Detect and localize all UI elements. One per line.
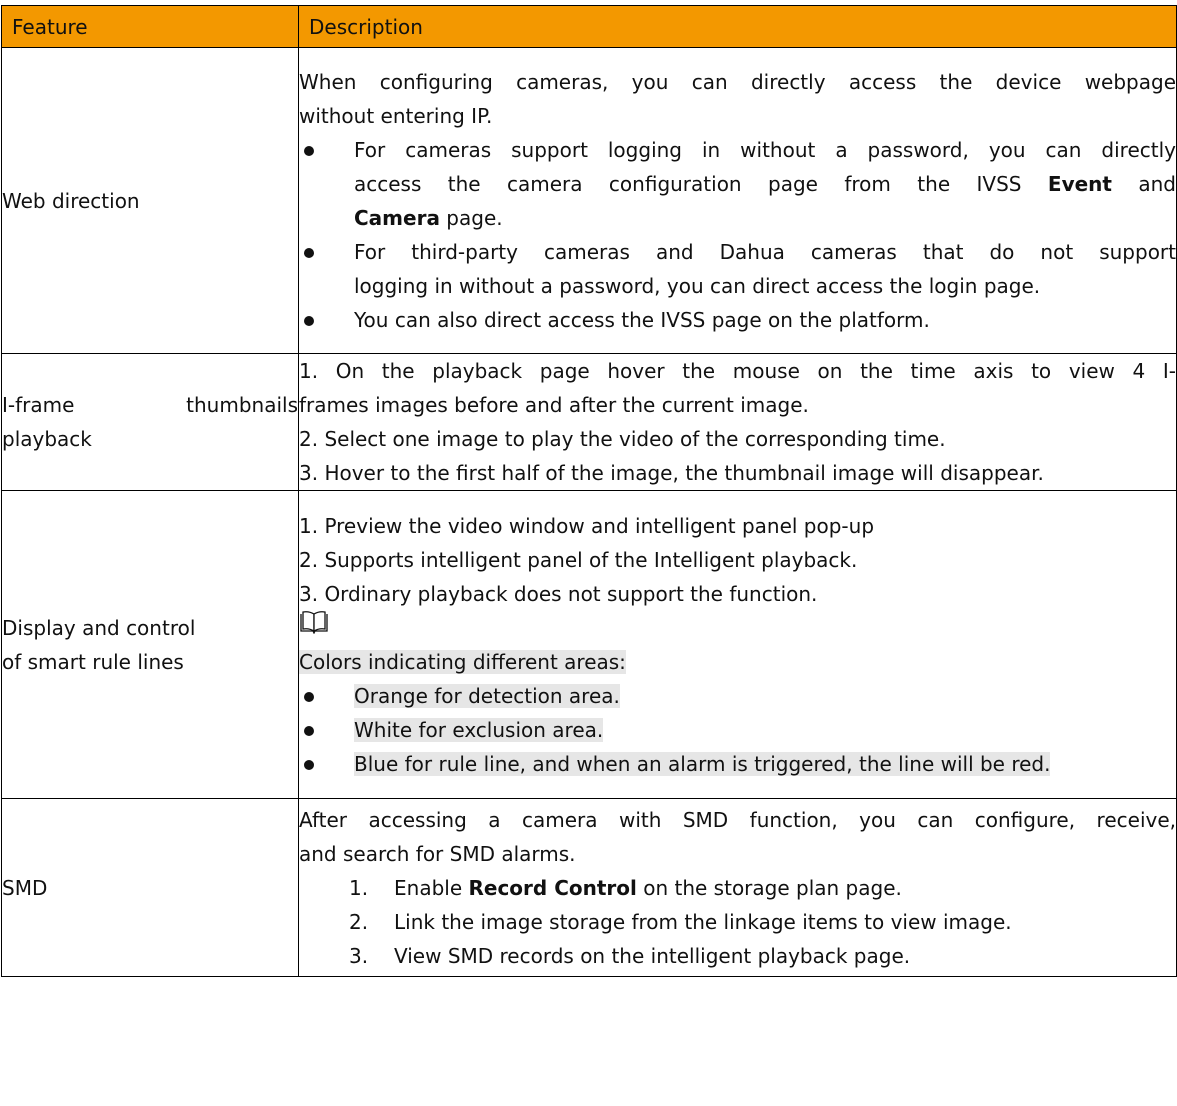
numbered-step xyxy=(299,871,1176,905)
bullet-text: and xyxy=(1138,171,1176,196)
feature-label: Display and control xyxy=(2,615,196,640)
feature-label: SMD xyxy=(2,875,48,900)
feature-cell-iframe xyxy=(2,354,299,491)
description-line: 2. Select one image to play the video of the corresponding time. xyxy=(299,427,946,451)
header-description-label: Description xyxy=(309,14,423,39)
bullet-text: page. xyxy=(439,205,503,230)
bullet-continuation xyxy=(299,167,1176,201)
description-line: 2. Supports intelligent panel of the Intelligent playback. xyxy=(299,547,858,572)
description-line: and search for SMD alarms. xyxy=(299,841,576,866)
camera-term: Camera xyxy=(354,205,440,230)
numbered-step xyxy=(299,905,1176,939)
bullet-icon xyxy=(299,713,354,747)
event-term: Event xyxy=(1047,171,1112,196)
feature-label: playback xyxy=(2,427,92,451)
bullet-text: You can also direct access the IVSS page on the platform. xyxy=(354,307,930,332)
step-number: 1. xyxy=(349,875,369,900)
feature-label-word: thumbnails xyxy=(186,393,298,417)
note-row xyxy=(299,611,1176,645)
step-text: Link the image storage from the linkage items to view image. xyxy=(394,909,1012,934)
step-text: Enable xyxy=(394,875,469,900)
bullet-item xyxy=(299,747,1176,781)
header-feature-label: Feature xyxy=(12,14,88,39)
feature-table xyxy=(1,5,1177,977)
note-text: Blue for rule line, and when an alarm is triggered, the line will be red. xyxy=(354,751,1051,776)
feature-cell-smd xyxy=(2,799,299,977)
note-text: Orange for detection area. xyxy=(354,683,620,708)
note-text: Colors indicating different areas: xyxy=(299,649,626,674)
bullet-text: access the camera configuration page from the IVSS xyxy=(354,171,1022,196)
header-feature xyxy=(2,6,299,48)
bullet-icon xyxy=(299,303,354,337)
note-text: White for exclusion area. xyxy=(354,717,604,742)
feature-cell-smart-rules xyxy=(2,491,299,799)
bullet-item xyxy=(299,303,1176,337)
feature-cell-web-direction xyxy=(2,48,299,354)
bullet-item xyxy=(299,133,1176,167)
feature-label xyxy=(2,388,298,422)
table-row xyxy=(2,354,1177,491)
description-line: 3. Ordinary playback does not support the function. xyxy=(299,581,818,606)
description-cell-web-direction xyxy=(299,48,1177,354)
bullet-item xyxy=(299,713,1176,747)
step-number: 3. xyxy=(349,943,369,968)
step-text: View SMD records on the intelligent playback page. xyxy=(394,943,911,968)
record-control-term: Record Control xyxy=(468,875,637,900)
numbered-step xyxy=(299,939,1176,973)
bullet-icon xyxy=(299,235,354,269)
description-line: without entering IP. xyxy=(299,103,493,128)
book-icon xyxy=(299,611,329,645)
description-cell-smd xyxy=(299,799,1177,977)
note-title xyxy=(299,645,1176,679)
description-line: frames images before and after the current image. xyxy=(299,393,809,417)
step-number: 2. xyxy=(349,909,369,934)
description-line: When configuring cameras, you can directly access the device webpage xyxy=(299,69,1176,94)
bullet-icon xyxy=(299,747,354,781)
description-line: 1. On the playback page hover the mouse on the time axis to view 4 I- xyxy=(299,359,1176,383)
table-row xyxy=(2,491,1177,799)
bullet-continuation xyxy=(299,201,1176,235)
bullet-item xyxy=(299,679,1176,713)
bullet-text: For third-party cameras and Dahua cameras that do not support xyxy=(354,239,1176,264)
bullet-icon xyxy=(299,679,354,713)
table-header-row xyxy=(2,6,1177,48)
description-line: 1. Preview the video window and intelligent panel pop-up xyxy=(299,513,875,538)
bullet-icon xyxy=(299,133,354,167)
table-row xyxy=(2,48,1177,354)
header-description xyxy=(299,6,1177,48)
description-line: 3. Hover to the first half of the image, the thumbnail image will disappear. xyxy=(299,461,1044,485)
description-cell-smart-rules xyxy=(299,491,1177,799)
feature-label: of smart rule lines xyxy=(2,649,184,674)
bullet-continuation: logging in without a password, you can direct access the login page. xyxy=(354,273,1041,298)
description-cell-iframe xyxy=(299,354,1177,491)
feature-label-word: I-frame xyxy=(2,393,75,417)
description-line: After accessing a camera with SMD function, you can configure, receive, xyxy=(299,807,1176,832)
bullet-text: For cameras support logging in without a password, you can directly xyxy=(354,137,1176,162)
step-text: on the storage plan page. xyxy=(636,875,902,900)
table-row xyxy=(2,799,1177,977)
feature-label: Web direction xyxy=(2,188,140,213)
bullet-item xyxy=(299,235,1176,269)
